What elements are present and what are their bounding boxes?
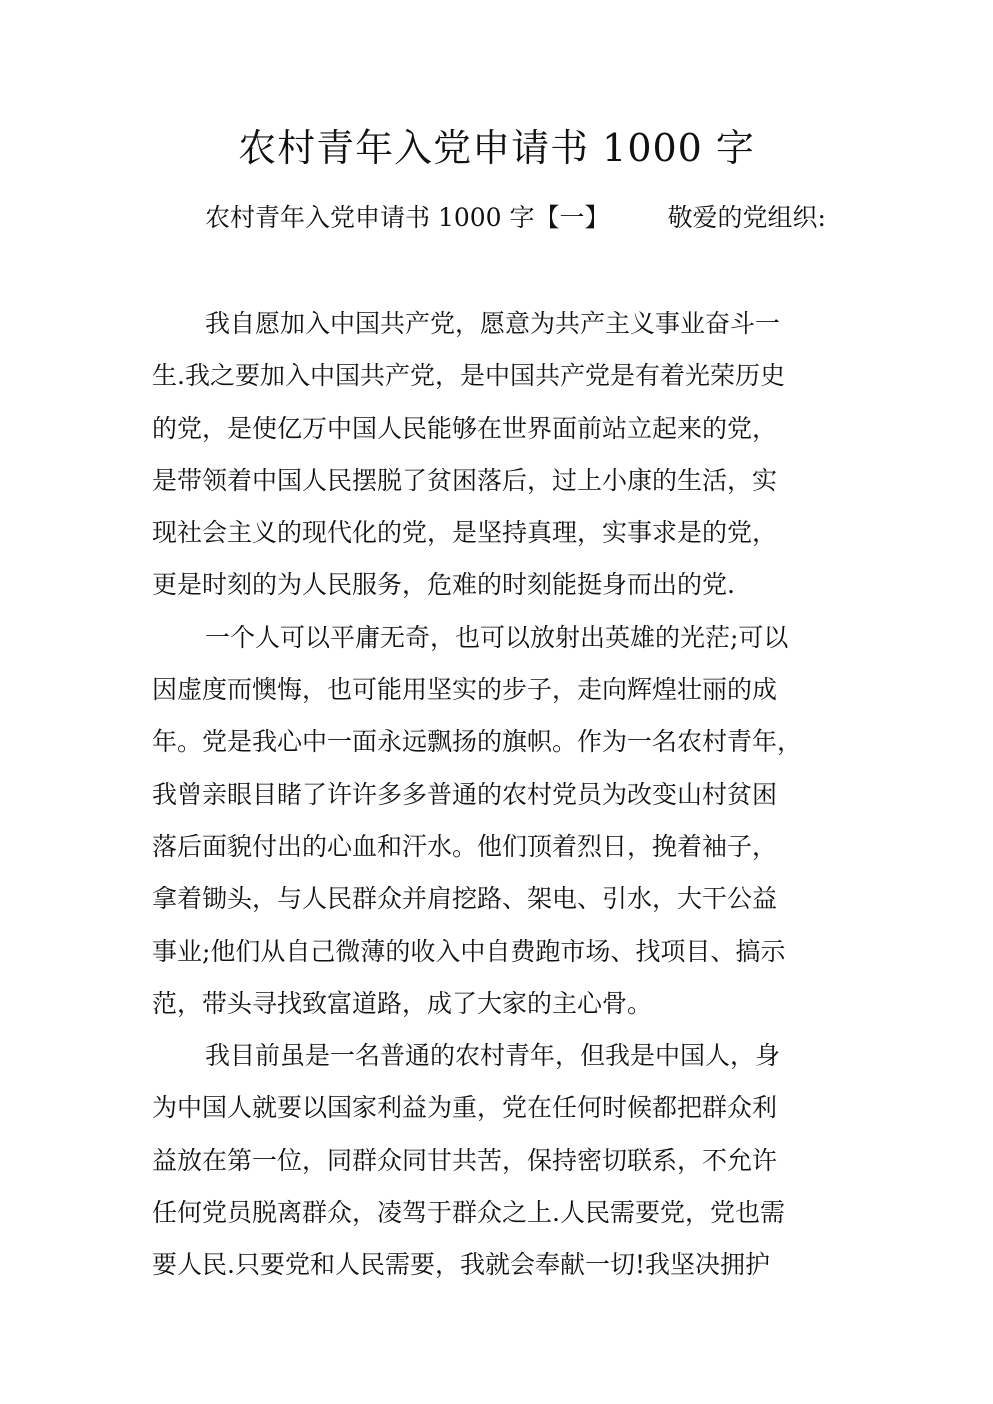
text-line: 我自愿加入中国共产党，愿意为共产主义事业奋斗一 <box>205 309 781 338</box>
text-line: 我目前虽是一名普通的农村青年，但我是中国人，身 <box>205 1041 781 1071</box>
body-paragraphs <box>152 298 842 1292</box>
text-line: 生.我之要加入中国共产党，是中国共产党是有着光荣历史 <box>152 361 785 391</box>
text-line: 任何党员脱离群众，凌驾于群众之上.人民需要党，党也需 <box>152 1198 785 1228</box>
document-subtitle-row <box>205 196 826 240</box>
greeting-text: 敬爱的党组织: <box>667 203 826 232</box>
text-line: 事业;他们从自己微薄的收入中自费跑市场、找项目、搞示 <box>152 936 786 966</box>
text-line: 年。党是我心中一面永远飘扬的旗帜。作为一名农村青年， <box>152 727 803 757</box>
text-line: 是带领着中国人民摆脱了贫困落后，过上小康的生活，实 <box>152 465 778 495</box>
text-line: 要人民.只要党和人民需要，我就会奉献一切!我坚决拥护 <box>152 1250 770 1280</box>
text-line: 的党，是使亿万中国人民能够在世界面前站立起来的党， <box>152 413 778 443</box>
text-line: 一个人可以平庸无奇，也可以放射出英雄的光茫;可以 <box>205 622 789 652</box>
subtitle-text: 农村青年入党申请书 1000 字【一】 <box>205 203 610 232</box>
text-line: 因虚度而懊悔，也可能用坚实的步子，走向辉煌壮丽的成 <box>152 675 778 705</box>
text-line: 为中国人就要以国家利益为重，党在任何时候都把群众利 <box>152 1093 778 1123</box>
text-line: 落后面貌付出的心血和汗水。他们顶着烈日，挽着袖子， <box>152 831 778 861</box>
text-line: 现社会主义的现代化的党，是坚持真理，实事求是的党， <box>152 518 778 548</box>
text-line: 我曾亲眼目睹了许许多多普通的农村党员为改变山村贫困 <box>152 779 778 809</box>
text-line: 拿着锄头，与人民群众并肩挖路、架电、引水，大干公益 <box>152 884 778 914</box>
text-line: 范，带头寻找致富道路，成了大家的主心骨。 <box>152 988 653 1018</box>
text-line: 更是时刻的为人民服务，危难的时刻能挺身而出的党. <box>152 570 735 600</box>
document-title: 农村青年入党申请书 1000 字 <box>238 126 755 170</box>
text-line: 益放在第一位，同群众同甘共苦，保持密切联系，不允许 <box>152 1145 778 1175</box>
